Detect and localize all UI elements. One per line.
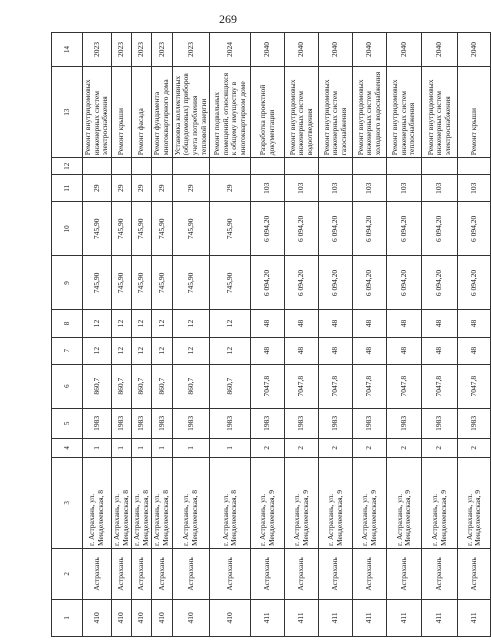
cell-row-number: 410 [83,599,112,636]
cell-apartments: 48 [285,337,319,364]
cell-row-number: 1 [52,599,83,636]
cell-planned-year: 2024 [210,33,251,67]
cell-address: г. Астрахань, ул. Менделеевская, 9 [458,457,491,548]
cell-residents: 8 [52,310,83,337]
cell-year: 5 [52,408,83,438]
cell-area: 7047,8 [387,364,422,408]
cell-area: 7047,8 [319,364,353,408]
cell-address: г. Астрахань, ул. Менделеевская, 8 [172,457,210,548]
cell-floors: 2 [251,439,285,458]
cell-city: Астрахань [458,549,491,600]
cell-year: 1983 [251,408,285,438]
cell-total-area: 745,90 [210,202,251,256]
cell-work-type: Ремонт подвальных помещений, относящихся к общему имуществу в многоквартирном доме [210,66,251,157]
cell-year: 1983 [319,408,353,438]
cell-area: 860,7 [83,364,112,408]
cell-city: Астрахань [319,549,353,600]
table-row [132,33,152,637]
cell-planned-year: 2023 [152,33,172,67]
cell-total-area: 6 094,20 [251,202,285,256]
data-table [51,32,491,637]
cell-address: 3 [52,457,83,548]
cell-year: 1983 [111,408,131,438]
table-row [83,33,112,637]
cell-area: 860,7 [132,364,152,408]
cell-planned-year: 2040 [353,33,387,67]
cell-planned-year: 2023 [172,33,210,67]
cell-total-area: 745,90 [83,202,112,256]
cell-row-number: 410 [210,599,251,636]
cell-residents: 48 [285,310,319,337]
cell-apartments: 48 [387,337,422,364]
cell-year: 1983 [210,408,251,438]
page-number: 269 [219,12,237,26]
cell-living-area: 745,90 [111,256,131,310]
cell-total-area: 745,90 [172,202,210,256]
cell-apartments: 48 [251,337,285,364]
cell-row-number: 411 [387,599,422,636]
table-row [210,33,251,637]
cell-work-type: 13 [52,66,83,157]
cell-year: 1983 [422,408,458,438]
table-row [172,33,210,637]
cell-living-area: 745,90 [83,256,112,310]
cell-floors: 2 [422,439,458,458]
table-row [458,33,491,637]
cell-city: Астрахань [172,549,210,600]
cell-living-area: 9 [52,256,83,310]
cell-apartments: 12 [132,337,152,364]
cell-city: Астрахань [251,549,285,600]
cell-residents: 12 [83,310,112,337]
cell-work-type: Ремонт внутридомовых инженерных систем электроснабжения [83,66,112,157]
cell-empty [172,158,210,175]
cell-empty [251,158,285,175]
cell-parameter: 29 [152,175,172,202]
cell-work-type: Ремонт внутридомовых инженерных систем холодного водоснабжения [353,66,387,157]
table-row [111,33,131,637]
cell-address: г. Астрахань, ул. Менделеевская, 9 [285,457,319,548]
cell-planned-year: 2040 [387,33,422,67]
cell-living-area: 6 094,20 [251,256,285,310]
cell-floors: 2 [285,439,319,458]
table-row [353,33,387,637]
column-number-row [52,33,83,637]
cell-empty [111,158,131,175]
cell-total-area: 745,90 [111,202,131,256]
cell-planned-year: 2040 [319,33,353,67]
cell-floors: 4 [52,439,83,458]
cell-area: 860,7 [152,364,172,408]
cell-area: 7047,8 [251,364,285,408]
cell-floors: 1 [132,439,152,458]
cell-residents: 48 [387,310,422,337]
cell-residents: 12 [111,310,131,337]
cell-area: 7047,8 [422,364,458,408]
cell-empty [152,158,172,175]
cell-work-type: Разработка проектной документации [251,66,285,157]
cell-area: 860,7 [111,364,131,408]
cell-city: 2 [52,549,83,600]
cell-empty [353,158,387,175]
cell-empty [132,158,152,175]
cell-floors: 1 [83,439,112,458]
cell-living-area: 6 094,20 [285,256,319,310]
cell-living-area: 6 094,20 [458,256,491,310]
cell-living-area: 6 094,20 [387,256,422,310]
cell-work-type: Ремонт крыши [458,66,491,157]
cell-parameter: 103 [422,175,458,202]
cell-row-number: 411 [285,599,319,636]
cell-living-area: 745,90 [210,256,251,310]
cell-apartments: 12 [111,337,131,364]
table-row [387,33,422,637]
cell-year: 1983 [458,408,491,438]
cell-empty [285,158,319,175]
cell-parameter: 103 [319,175,353,202]
cell-row-number: 411 [353,599,387,636]
cell-parameter: 29 [172,175,210,202]
cell-planned-year: 2023 [83,33,112,67]
cell-apartments: 48 [353,337,387,364]
cell-empty [210,158,251,175]
cell-year: 1983 [353,408,387,438]
cell-parameter: 103 [285,175,319,202]
cell-apartments: 12 [83,337,112,364]
cell-area: 6 [52,364,83,408]
cell-residents: 48 [353,310,387,337]
cell-total-area: 6 094,20 [285,202,319,256]
cell-city: Астрахань [210,549,251,600]
cell-total-area: 6 094,20 [422,202,458,256]
cell-row-number: 411 [422,599,458,636]
cell-total-area: 6 094,20 [387,202,422,256]
cell-residents: 12 [152,310,172,337]
cell-city: Астрахань [111,549,131,600]
cell-floors: 2 [387,439,422,458]
table-container [51,32,483,637]
cell-row-number: 410 [172,599,210,636]
cell-address: г. Астрахань, ул. Менделеевская, 8 [210,457,251,548]
cell-parameter: 11 [52,175,83,202]
cell-parameter: 103 [387,175,422,202]
cell-floors: 1 [152,439,172,458]
cell-work-type: Ремонт внутридомовых инженерных систем электроснабжения [422,66,458,157]
cell-work-type: Ремонт крыши [111,66,131,157]
cell-parameter: 103 [251,175,285,202]
cell-residents: 12 [210,310,251,337]
cell-year: 1983 [152,408,172,438]
cell-living-area: 6 094,20 [422,256,458,310]
cell-parameter: 103 [353,175,387,202]
cell-work-type: Ремонт фасада [132,66,152,157]
cell-city: Астрахань [422,549,458,600]
table-row [251,33,285,637]
cell-area: 860,7 [172,364,210,408]
cell-planned-year: 2040 [251,33,285,67]
table-row [285,33,319,637]
cell-apartments: 48 [458,337,491,364]
table-row [422,33,458,637]
cell-living-area: 6 094,20 [353,256,387,310]
cell-city: Астрахань [132,549,152,600]
cell-address: г. Астрахань, ул. Менделеевская, 9 [387,457,422,548]
cell-planned-year: 2023 [111,33,131,67]
cell-empty: 12 [52,158,83,175]
cell-planned-year: 2023 [132,33,152,67]
cell-living-area: 745,90 [152,256,172,310]
cell-apartments: 7 [52,337,83,364]
cell-apartments: 12 [210,337,251,364]
cell-work-type: Ремонт внутридомовых инженерных систем газоснабжения [319,66,353,157]
cell-residents: 48 [458,310,491,337]
cell-row-number: 410 [132,599,152,636]
cell-living-area: 6 094,20 [319,256,353,310]
cell-year: 1983 [172,408,210,438]
cell-floors: 2 [458,439,491,458]
cell-planned-year: 14 [52,33,83,67]
cell-floors: 2 [353,439,387,458]
cell-city: Астрахань [387,549,422,600]
cell-address: г. Астрахань, ул. Менделеевская, 9 [319,457,353,548]
cell-year: 1983 [285,408,319,438]
cell-parameter: 29 [111,175,131,202]
cell-address: г. Астрахань, ул. Менделеевская, 9 [422,457,458,548]
cell-year: 1983 [132,408,152,438]
cell-total-area: 6 094,20 [319,202,353,256]
cell-total-area: 6 094,20 [458,202,491,256]
cell-residents: 48 [251,310,285,337]
cell-empty [458,158,491,175]
cell-address: г. Астрахань, ул. Менделеевская, 9 [251,457,285,548]
cell-city: Астрахань [152,549,172,600]
cell-parameter: 29 [132,175,152,202]
cell-row-number: 410 [111,599,131,636]
cell-row-number: 411 [251,599,285,636]
cell-area: 7047,8 [285,364,319,408]
cell-row-number: 410 [152,599,172,636]
cell-empty [319,158,353,175]
cell-planned-year: 2040 [285,33,319,67]
cell-row-number: 411 [458,599,491,636]
cell-residents: 12 [172,310,210,337]
cell-city: Астрахань [353,549,387,600]
cell-address: г. Астрахань, ул. Менделеевская, 8 [132,457,152,548]
cell-apartments: 12 [152,337,172,364]
cell-floors: 1 [172,439,210,458]
cell-living-area: 745,90 [172,256,210,310]
cell-work-type: Ремонт внутридомовых инженерных систем водоотведения [285,66,319,157]
cell-area: 7047,8 [353,364,387,408]
cell-empty [422,158,458,175]
cell-apartments: 48 [319,337,353,364]
table-row [319,33,353,637]
cell-parameter: 103 [458,175,491,202]
cell-parameter: 29 [210,175,251,202]
cell-apartments: 48 [422,337,458,364]
cell-residents: 12 [132,310,152,337]
cell-living-area: 745,90 [132,256,152,310]
cell-city: Астрахань [83,549,112,600]
cell-year: 1983 [387,408,422,438]
cell-residents: 48 [422,310,458,337]
table-row [152,33,172,637]
cell-apartments: 12 [172,337,210,364]
cell-floors: 2 [319,439,353,458]
cell-total-area: 6 094,20 [353,202,387,256]
cell-area: 7047,8 [458,364,491,408]
cell-empty [83,158,112,175]
cell-planned-year: 2040 [458,33,491,67]
cell-year: 1983 [83,408,112,438]
cell-work-type: Установка коллективных (общедомовых) приборов учета потребления тепловой энергии [172,66,210,157]
cell-address: г. Астрахань, ул. Менделеевская, 8 [152,457,172,548]
cell-planned-year: 2040 [422,33,458,67]
cell-floors: 1 [210,439,251,458]
cell-address: г. Астрахань, ул. Менделеевская, 8 [111,457,131,548]
cell-address: г. Астрахань, ул. Менделеевская, 8 [83,457,112,548]
cell-address: г. Астрахань, ул. Менделеевская, 9 [353,457,387,548]
cell-floors: 1 [111,439,131,458]
cell-total-area: 745,90 [152,202,172,256]
cell-residents: 48 [319,310,353,337]
cell-empty [387,158,422,175]
cell-work-type: Ремонт внутридомовых инженерных систем теплоснабжения [387,66,422,157]
cell-total-area: 745,90 [132,202,152,256]
cell-total-area: 10 [52,202,83,256]
cell-area: 860,7 [210,364,251,408]
cell-parameter: 29 [83,175,112,202]
cell-work-type: Ремонт фундамента многоквартирного дома [152,66,172,157]
cell-city: Астрахань [285,549,319,600]
cell-row-number: 411 [319,599,353,636]
